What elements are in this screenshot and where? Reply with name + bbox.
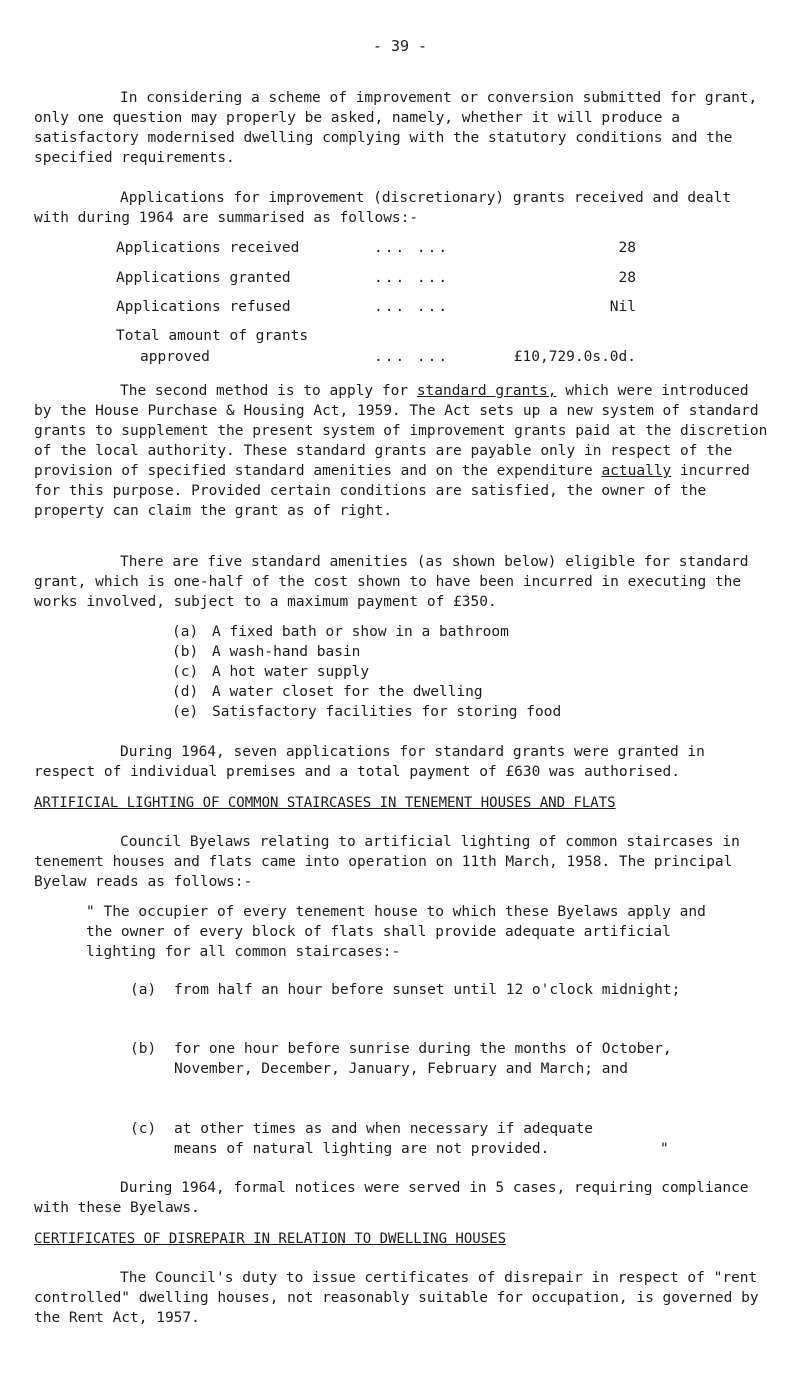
row-label: Applications received — [116, 240, 300, 256]
item-text: A hot water supply — [212, 664, 370, 680]
text-run: incurred for this purpose. Provided certain conditions are satisfied, the owner of the property can claim the grant as of right. — [34, 463, 750, 519]
byelaws-intro: Council Byelaws relating to artificial lighting of common staircases in tenement houses and flats came into operation on 11th March, 1958. The principal Byelaw reads as follows:- — [34, 834, 740, 890]
item-marker: (c) — [172, 664, 199, 680]
item-marker: (e) — [172, 704, 199, 720]
applications-intro: Applications for improvement (discretionary) grants received and dealt with during 1964 are summarised as follows:- — [34, 190, 732, 226]
applications-received-row — [116, 238, 636, 260]
row-label: Total amount of grants — [116, 328, 309, 344]
disrepair-paragraph: The Council's duty to issue certificates of disrepair in respect of "rent controlled" dwelling houses, not reasonably suitable for occupation, is governed by the Rent Act, 1957. — [34, 1270, 759, 1326]
byelaw-clause — [130, 1039, 730, 1099]
section-heading-lighting: ARTIFICIAL LIGHTING OF COMMON STAIRCASES IN TENEMENT HOUSES AND FLATS — [34, 795, 616, 811]
leader-dots: ... ... — [374, 299, 450, 315]
underlined-term: standard grants, — [416, 383, 557, 399]
clause-text: for one hour before sunrise during the months of October, November, December, January, February and March; and — [174, 1041, 672, 1077]
row-label-continued: approved — [140, 349, 210, 365]
applications-granted-row — [116, 268, 636, 290]
closing-quote: " — [660, 1141, 669, 1157]
total-grants-row — [116, 326, 636, 370]
row-label: Applications refused — [116, 299, 291, 315]
item-text: A wash-hand basin — [212, 644, 361, 660]
item-marker: (a) — [172, 624, 199, 640]
byelaw-quote: " The occupier of every tenement house to which these Byelaws apply and the owner of every block of flats shall provide adequate artificial lighting for all common staircases:- — [86, 904, 706, 960]
row-value: 28 — [618, 240, 636, 256]
clause-marker: (b) — [130, 1041, 157, 1057]
byelaw-clause — [130, 1119, 730, 1159]
leader-dots: ... ... — [374, 270, 450, 286]
intro-paragraph: In considering a scheme of improvement or conversion submitted for grant, only one question may properly be asked, namely, whether it will produce a satisfactory modernised dwelling complying with the statutory conditions and the specified requirements. — [34, 90, 758, 166]
clause-marker: (c) — [130, 1121, 157, 1137]
clause-text: from half an hour before sunset until 12 o'clock midnight; — [174, 982, 681, 998]
item-marker: (d) — [172, 684, 199, 700]
amenities-intro: There are five standard amenities (as shown below) eligible for standard grant, which is one-half of the cost shown to have been incurred in executing the works involved, subject to a maximum payment of £350. — [34, 554, 749, 610]
row-label: Applications granted — [116, 270, 291, 286]
item-text: A fixed bath or show in a bathroom — [212, 624, 509, 640]
item-text: Satisfactory facilities for storing food — [212, 704, 562, 720]
section-heading-disrepair: CERTIFICATES OF DISREPAIR IN RELATION TO DWELLING HOUSES — [34, 1231, 507, 1247]
row-value: £10,729.0s.0d. — [513, 349, 636, 365]
byelaw-clause — [130, 980, 730, 1020]
standard-grants-1964-paragraph: During 1964, seven applications for standard grants were granted in respect of individual premises and a total payment of £630 was authorised. — [34, 744, 705, 780]
item-text: A water closet for the dwelling — [212, 684, 483, 700]
text-run: which were introduced by the House Purchase & Housing Act, 1959. The Act sets up a new system of standard grants to supplement the present system of improvement grants paid at the discretion of the local authority. These standard grants are payable only in respect of the provision of specified standard amenities and on the expenditure — [34, 383, 768, 479]
text-run: The second method is to apply for — [120, 383, 417, 399]
standard-grants-paragraph — [34, 381, 770, 521]
clause-marker: (a) — [130, 982, 157, 998]
notices-1964-paragraph: During 1964, formal notices were served in 5 cases, requiring compliance with these Byelaws. — [34, 1180, 749, 1216]
leader-dots: ... ... — [374, 349, 450, 365]
page-number: - 39 - — [372, 37, 428, 55]
row-value: Nil — [609, 299, 636, 315]
row-value: 28 — [618, 270, 636, 286]
clause-text: at other times as and when necessary if adequate means of natural lighting are not provided. — [174, 1121, 594, 1157]
item-marker: (b) — [172, 644, 199, 660]
underlined-term: actually — [601, 463, 672, 479]
applications-refused-row — [116, 297, 636, 319]
leader-dots: ... ... — [374, 240, 450, 256]
